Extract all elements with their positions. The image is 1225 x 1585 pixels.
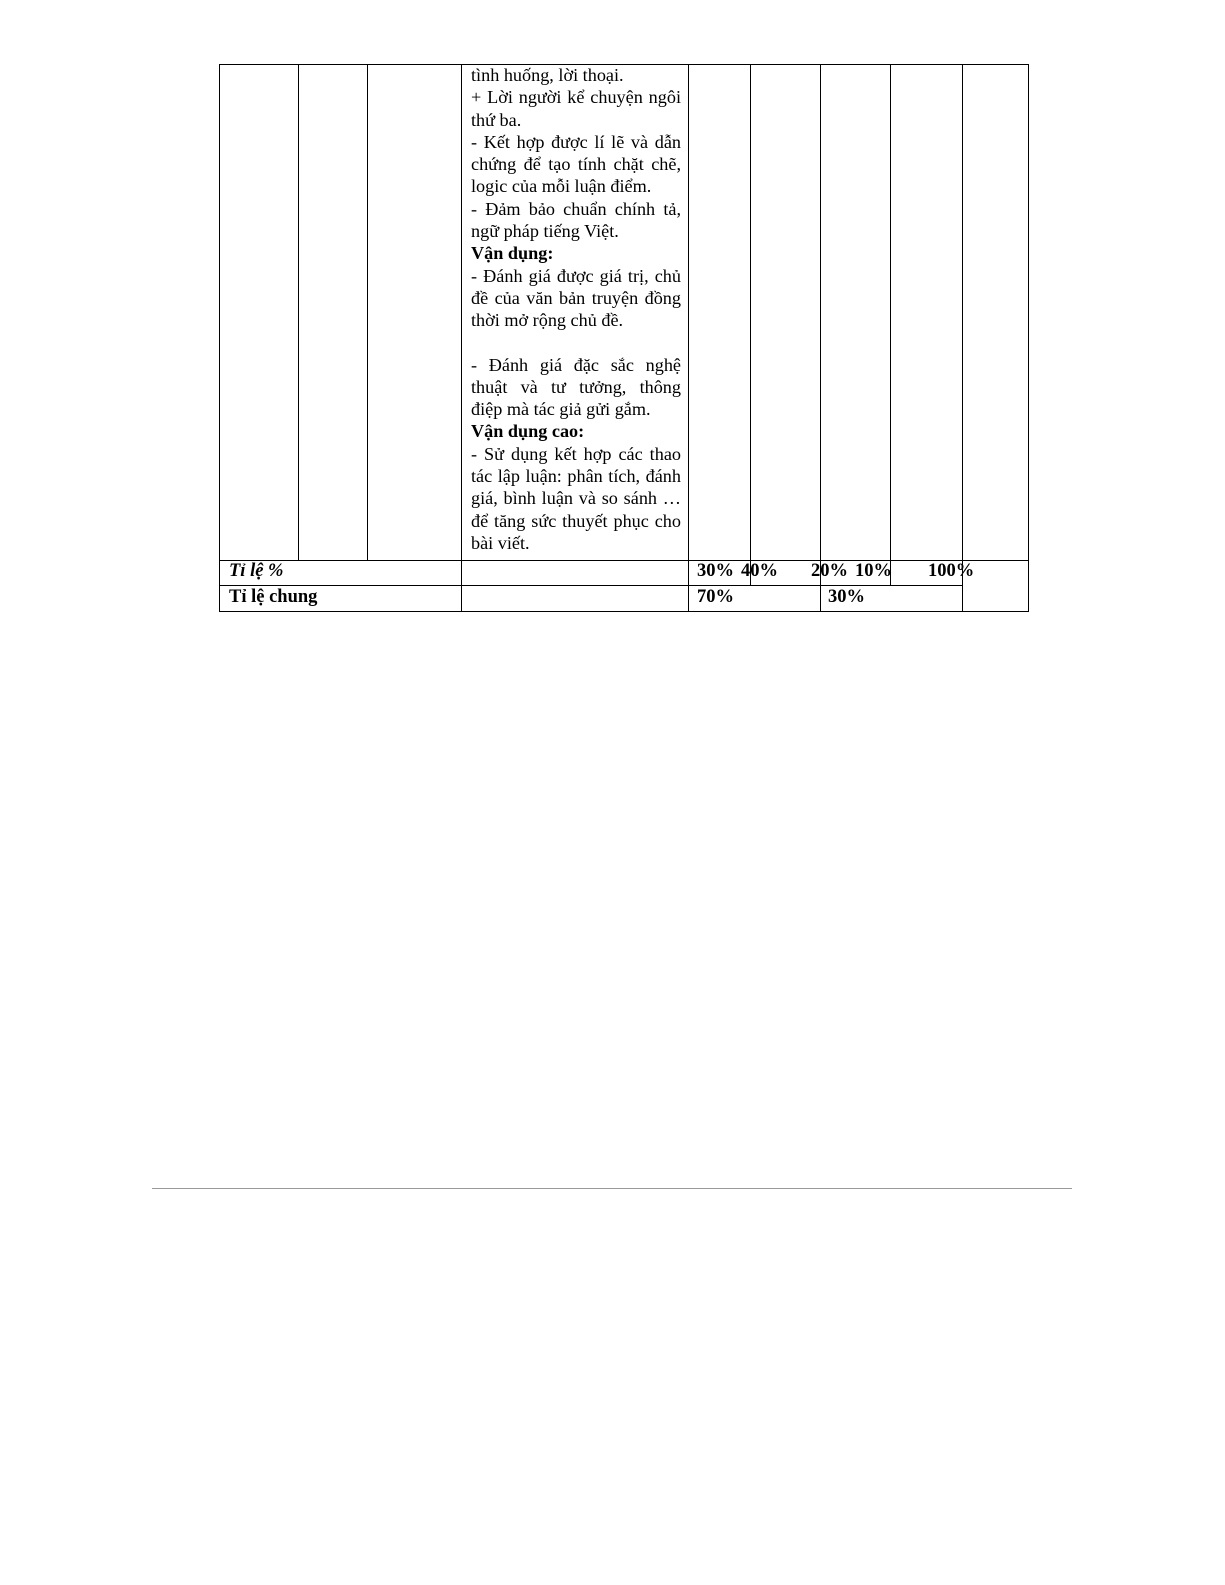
ratio-label: Tỉ lệ % <box>229 561 284 581</box>
content-paragraph: Vận dụng: <box>471 243 554 264</box>
ratio-value-van-dung-cao: 10% <box>855 561 892 581</box>
general-ratio-value-1: 70% <box>697 587 734 607</box>
content-paragraph: - Đánh giá được giá trị, chủ đề của văn bản truyện đồng thời mở rộng chủ đề. <box>471 265 681 331</box>
assessment-content-cell <box>471 64 681 554</box>
content-paragraph: Vận dụng cao: <box>471 421 585 442</box>
page-divider <box>152 1188 1072 1189</box>
ratio-value-van-dung: 20% <box>811 561 848 581</box>
general-ratio-value-2: 30% <box>828 587 865 607</box>
content-paragraph: + Lời người kể chuyện ngôi thứ ba. <box>471 87 681 130</box>
general-ratio-label: Tỉ lệ chung <box>229 587 318 607</box>
content-paragraph: tình huống, lời thoại. <box>471 65 624 85</box>
ratio-value-nhan-biet: 30% <box>697 561 734 581</box>
content-paragraph: - Đánh giá đặc sắc nghệ thuật và tư tưởng, thông điệp mà tác giả gửi gắm. <box>471 354 681 420</box>
ratio-value-total: 100% <box>928 561 975 581</box>
content-spacer <box>471 332 681 354</box>
content-paragraph: - Đảm bảo chuẩn chính tả, ngữ pháp tiếng Việt. <box>471 198 681 242</box>
content-paragraph: - Kết hợp được lí lẽ và dẫn chứng để tạo tính chặt chẽ, logic của mỗi luận điểm. <box>471 131 681 197</box>
content-paragraph: - Sử dụng kết hợp các thao tác lập luận: phân tích, đánh giá, bình luận và so sánh … để tăng sức thuyết phục cho bài viết. <box>471 443 681 553</box>
ratio-value-thong-hieu: 40% <box>741 561 778 581</box>
